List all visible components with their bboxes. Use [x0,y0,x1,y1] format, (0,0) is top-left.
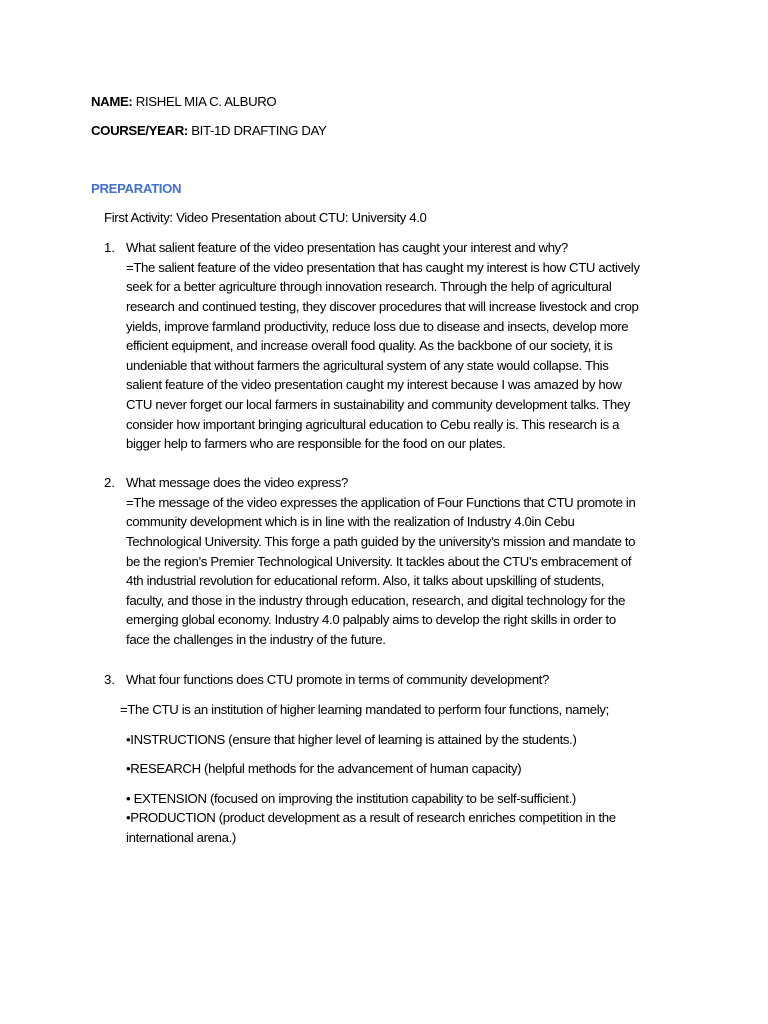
answer-line: Technological University. This forge a path guided by the university’s mission and mandate to [126,534,636,549]
answer-line: =The message of the video expresses the application of Four Functions that CTU promote in [126,495,636,510]
function-item: • EXTENSION (focused on improving the institution capability to be self-sufficient.) [126,791,576,806]
answer-line: bigger help to farmers who are responsible for the food on our plates. [126,436,506,451]
answer-line: be the region’s Premier Technological University. It tackles about the CTU’s embracement of [126,554,632,569]
answer-line: research and continued testing, they discover procedures that will increase livestock and crop [126,299,639,314]
answer-line: salient feature of the video presentation caught my interest because I was amazed by how [126,377,622,392]
answer-line: emerging global economy. Industry 4.0 palpably aims to develop the right skills in order to [126,612,616,627]
section-heading: PREPARATION [91,181,182,196]
question-text: What four functions does CTU promote in terms of community development? [126,672,549,687]
question-number: 1. [104,240,115,255]
question-number: 2. [104,475,115,490]
function-item: international arena.) [126,830,236,845]
answer-line: undeniable that without farmers the agricultural system of any state would collapse. This [126,358,609,373]
answer-line: efficient equipment, and increase overall food quality. As the backbone of our society, it is [126,338,613,353]
name-value: RISHEL MIA C. ALBURO [132,94,277,109]
course-value: BIT-1D DRAFTING DAY [187,123,327,138]
answer-intro: =The CTU is an institution of higher learning mandated to perform four functions, namely; [120,702,609,717]
course-label: COURSE/YEAR: [91,123,188,138]
answer-line: 4th industrial revolution for educational reform. Also, it talks about upskilling of students, [126,573,605,588]
answer-line: face the challenges in the industry of the future. [126,632,386,647]
function-item: •RESEARCH (helpful methods for the advancement of human capacity) [126,761,522,776]
answer-line: CTU never forget our local farmers in sustainability and community development talks. They [126,397,631,412]
name-label: NAME: [91,94,133,109]
question-text: What message does the video express? [126,475,348,490]
name-line [91,93,276,111]
function-item: •PRODUCTION (product development as a result of research enriches competition in the [126,810,616,825]
answer-line: =The salient feature of the video presentation that has caught my interest is how CTU actively [126,260,640,275]
function-item: •INSTRUCTIONS (ensure that higher level of learning is attained by the students.) [126,732,577,747]
answer-line: yields, improve farmland productivity, reduce loss due to disease and insects, develop more [126,319,629,334]
answer-line: community development which is in line with the realization of Industry 4.0in Cebu [126,514,575,529]
answer-line: faculty, and those in the industry through education, research, and digital technology for the [126,593,626,608]
activity-title: First Activity: Video Presentation about CTU: University 4.0 [104,210,427,225]
question-text: What salient feature of the video presentation has caught your interest and why? [126,240,568,255]
answer-line: consider how important bringing agricultural education to Cebu really is. This research is a [126,417,620,432]
question-number: 3. [104,672,115,687]
answer-line: seek for a better agriculture through innovation research. Through the help of agricultural [126,279,612,294]
course-line [91,122,327,140]
